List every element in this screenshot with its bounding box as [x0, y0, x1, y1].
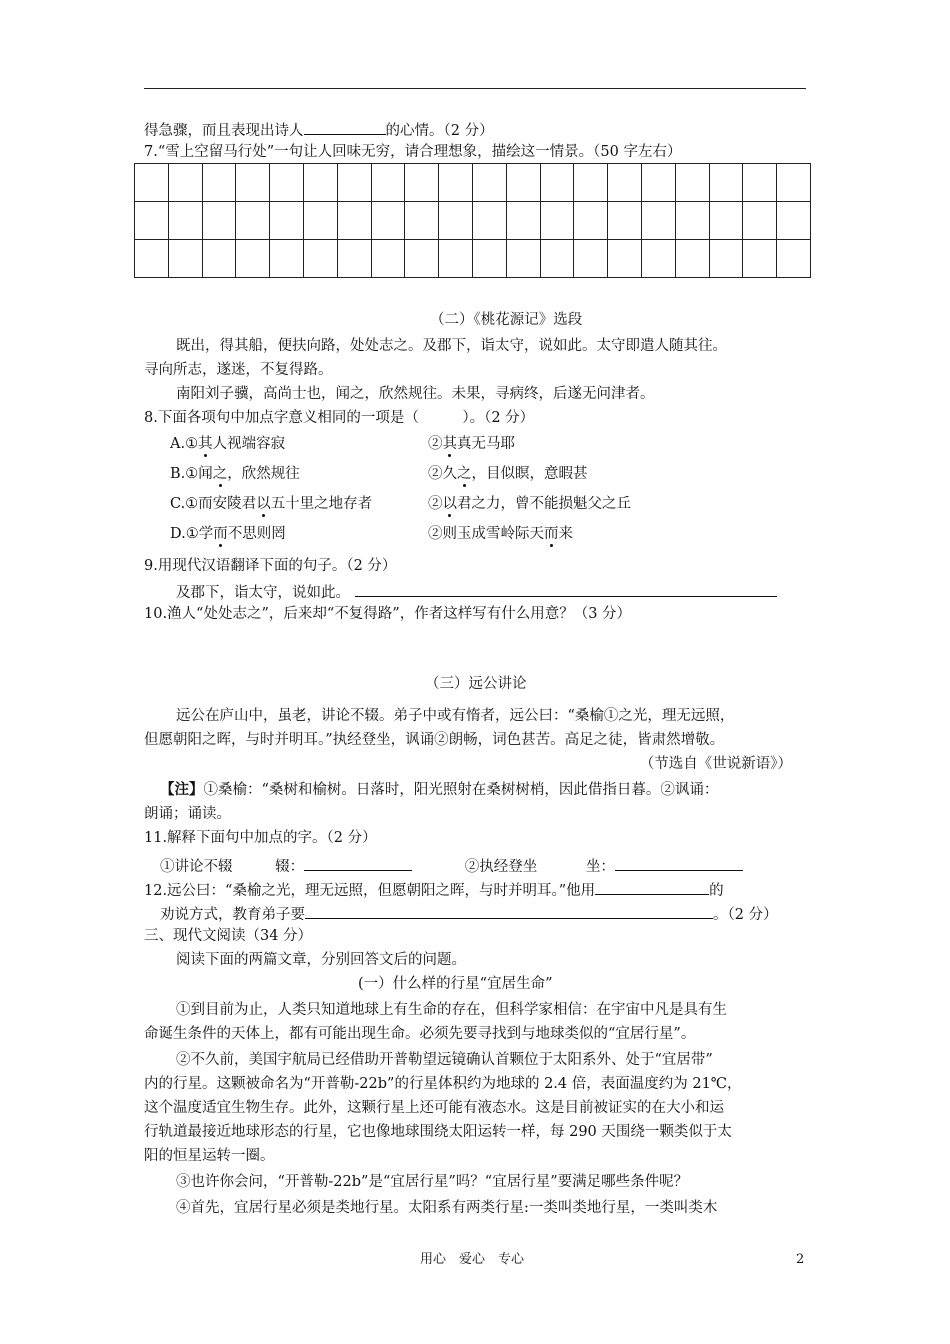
page-number: 2: [796, 1252, 805, 1267]
grid-cell[interactable]: [202, 202, 236, 240]
footer-text: 用心 爱心 专心: [420, 1252, 525, 1267]
grid-cell[interactable]: [472, 240, 506, 278]
grid-cell[interactable]: [472, 164, 506, 202]
grid-cell[interactable]: [540, 240, 574, 278]
grid-cell[interactable]: [472, 202, 506, 240]
grid-row: [135, 240, 811, 278]
annotation-line: [160, 780, 718, 800]
writing-grid[interactable]: [134, 163, 811, 278]
grid-cell[interactable]: [506, 240, 540, 278]
section-title: （二）《桃花源记》选段: [430, 312, 583, 328]
grid-cell[interactable]: [337, 240, 371, 278]
grid-cell[interactable]: [709, 202, 743, 240]
grid-cell[interactable]: [371, 240, 405, 278]
grid-row: [135, 202, 811, 240]
grid-cell[interactable]: [709, 164, 743, 202]
grid-cell[interactable]: [574, 202, 608, 240]
paragraph-line: 这个温度适宜生物生存。此外，这颗行星上还可能有液态水。这是目前被证实的在大小和运: [144, 1100, 724, 1116]
q11-label: 辍：: [275, 859, 305, 875]
option-text: ②: [428, 436, 443, 452]
answer-blank[interactable]: [615, 854, 743, 871]
grid-cell[interactable]: [608, 240, 642, 278]
grid-cell[interactable]: [270, 240, 304, 278]
grid-cell[interactable]: [540, 202, 574, 240]
grid-cell[interactable]: [168, 240, 202, 278]
grid-cell[interactable]: [303, 240, 337, 278]
option-b: [428, 524, 573, 544]
q9-sentence-line: [176, 580, 777, 603]
option-text: ，欣然规往: [227, 466, 300, 482]
option-text: C.①而安陵君: [170, 496, 257, 512]
annotation-text: ①桑榆：“桑树和榆树。日落时，阳光照射在桑树树梢，因此借指日暮。②讽诵：: [203, 782, 719, 798]
answer-blank[interactable]: [355, 580, 777, 597]
grid-cell[interactable]: [641, 240, 675, 278]
grid-cell[interactable]: [439, 240, 473, 278]
dotted-character: 以: [256, 496, 271, 512]
grid-cell[interactable]: [743, 164, 777, 202]
option-text: 君之力，曾不能损魁父之丘: [457, 496, 631, 512]
dotted-character: 其: [442, 436, 457, 452]
option-a: [170, 494, 372, 514]
grid-cell[interactable]: [641, 202, 675, 240]
option-text: ②: [428, 496, 443, 512]
grid-cell[interactable]: [777, 164, 811, 202]
dotted-character: 以: [442, 496, 457, 512]
q11-label: 坐：: [585, 859, 615, 875]
grid-cell[interactable]: [337, 202, 371, 240]
grid-cell[interactable]: [270, 164, 304, 202]
option-text: D.①学: [170, 526, 214, 542]
header-rule: [144, 88, 806, 89]
grid-cell[interactable]: [574, 164, 608, 202]
paragraph-line: 阅读下面的两篇文章，分别回答文后的问题。: [176, 952, 466, 968]
paragraph-line: ④首先，宜居行星必须是类地行星。太阳系有两类行星:一类叫类地行星，一类叫类木: [176, 1200, 718, 1216]
grid-row: [135, 164, 811, 202]
grid-cell[interactable]: [675, 164, 709, 202]
q11-item: ②执经登坐: [464, 859, 538, 875]
grid-cell[interactable]: [405, 240, 439, 278]
question-9: 9.用现代汉语翻译下面的句子。（2 分）: [144, 558, 397, 574]
question-10: 10.渔人“处处志之”，后来却“不复得路”，作者这样写有什么用意？（3 分）: [144, 606, 632, 622]
answer-blank[interactable]: [595, 878, 709, 895]
q11-item: ①讲论不辍: [160, 859, 233, 875]
grid-cell[interactable]: [270, 202, 304, 240]
grid-cell[interactable]: [540, 164, 574, 202]
grid-cell[interactable]: [371, 202, 405, 240]
grid-cell[interactable]: [405, 164, 439, 202]
part-heading: 三、现代文阅读（34 分）: [144, 928, 313, 944]
grid-cell[interactable]: [777, 240, 811, 278]
paragraph-line: 既出，得其船，便扶向路，处处志之。及郡下，诣太守，说如此。太守即遣人随其往。: [176, 338, 727, 354]
option-text: 人视端容寂: [212, 436, 286, 452]
paragraph-line: 行轨道最接近地球形态的行星，它也像地球围绕太阳运转一样，每 290 天围绕一颗类似于太: [144, 1124, 732, 1140]
paragraph-line: 但愿朝阳之晖，与时并明耳。”执经登坐，讽诵②朗畅，词色甚苦。高足之徒，皆肃然增敬。: [144, 732, 725, 748]
grid-cell[interactable]: [202, 164, 236, 202]
grid-cell[interactable]: [337, 164, 371, 202]
option-a: [170, 434, 285, 454]
grid-cell[interactable]: [608, 202, 642, 240]
option-a: [170, 464, 300, 484]
dotted-character: 而: [544, 526, 559, 542]
source-note: （节选自《世说新语》）: [639, 756, 792, 772]
grid-cell[interactable]: [675, 202, 709, 240]
paragraph-line: 阳的恒星运转一圈。: [144, 1148, 275, 1164]
question-8: 8.下面各项句中加点字意义相同的一项是（ ）。（2 分）: [144, 410, 535, 426]
article-title: (一）什么样的行星“宜居生命”: [358, 976, 553, 992]
option-b: [428, 494, 631, 514]
grid-cell[interactable]: [506, 202, 540, 240]
grid-cell[interactable]: [675, 240, 709, 278]
dotted-character: 其: [198, 436, 213, 452]
grid-cell[interactable]: [439, 202, 473, 240]
q11-items: [160, 854, 743, 877]
option-text: B.①闻: [170, 466, 213, 482]
grid-cell[interactable]: [439, 164, 473, 202]
option-text: ，目似瞑，意暇甚: [471, 466, 588, 482]
text-segment: 。（2 分）: [713, 907, 778, 923]
question-7: 7.“雪上空留马行处”一句让人回味无穷，请合理想象，描绘这一情景。（50 字左右）: [144, 144, 682, 160]
text-segment: 的: [709, 883, 724, 899]
grid-cell[interactable]: [641, 164, 675, 202]
grid-cell[interactable]: [135, 164, 169, 202]
option-a: [170, 524, 286, 544]
answer-blank[interactable]: [304, 118, 386, 135]
question-12: [144, 878, 724, 901]
grid-cell[interactable]: [303, 164, 337, 202]
paragraph-line: ①到目前为止，人类只知道地球上有生命的存在，但科学家相信：在宇宙中凡是具有生: [176, 1002, 727, 1018]
grid-cell[interactable]: [168, 202, 202, 240]
grid-cell[interactable]: [236, 240, 270, 278]
grid-cell[interactable]: [743, 202, 777, 240]
grid-cell[interactable]: [405, 202, 439, 240]
option-text: 不思则罔: [227, 526, 286, 542]
paragraph-line: 远公在庐山中，虽老，讲论不辍。弟子中或有惰者，远公曰：“桑榆①之光，理无远照，: [176, 708, 735, 724]
dotted-character: 之: [212, 466, 228, 482]
grid-cell[interactable]: [202, 240, 236, 278]
option-b: [428, 464, 588, 484]
grid-cell[interactable]: [709, 240, 743, 278]
grid-cell[interactable]: [777, 202, 811, 240]
paragraph-line: 命诞生条件的天体上，都有可能出现生命。必须先要寻找到与地球类似的“宜居行星”。: [144, 1026, 696, 1042]
option-text: A.①: [170, 436, 199, 452]
option-text: ②则玉成雪岭际天: [428, 526, 544, 542]
option-text: 真无马耶: [457, 436, 515, 452]
paragraph-line: 内的行星。这颗被命名为“开普勒-22b”的行星体积约为地球的 2.4 倍，表面温度约为 21℃，: [144, 1076, 742, 1092]
grid-cell[interactable]: [236, 202, 270, 240]
text-line: [144, 118, 494, 141]
option-text: 五十里之地存者: [270, 496, 373, 512]
text-segment: 劝说方式，教育弟子要: [160, 907, 305, 923]
answer-blank[interactable]: [304, 854, 412, 871]
section-title: （三）远公讲论: [425, 676, 527, 692]
option-text: ②久: [428, 466, 457, 482]
option-b: [428, 434, 515, 454]
paragraph-line: ②不久前，美国宇航局已经借助开普勒望远镜确认首颗位于太阳系外、处于“宜居带”: [176, 1052, 713, 1068]
question-12-cont: [160, 902, 778, 925]
paragraph-line: 南阳刘子骥，高尚士也，闻之，欣然规往。未果，寻病终，后遂无问津者。: [176, 386, 655, 402]
grid-cell[interactable]: [506, 164, 540, 202]
annotation-line: 朗诵；诵读。: [144, 806, 231, 822]
text-segment: 得急骤，而且表现出诗人: [144, 123, 304, 139]
grid-cell[interactable]: [574, 240, 608, 278]
paragraph-line: 寻向所志，遂迷，不复得路。: [144, 362, 333, 378]
paragraph-line: ③也许你会问，“开普勒-22b”是“宜居行星”吗？“宜居行星”要满足哪些条件呢？: [176, 1174, 689, 1190]
question-11: 11.解释下面句中加点的字。（2 分）: [144, 830, 377, 846]
grid-cell[interactable]: [135, 240, 169, 278]
answer-blank[interactable]: [305, 902, 713, 919]
grid-cell[interactable]: [608, 164, 642, 202]
grid-cell[interactable]: [236, 164, 270, 202]
text-segment: 的心情。（2 分）: [385, 123, 494, 139]
dotted-character: 之: [457, 466, 472, 482]
grid-cell[interactable]: [135, 202, 169, 240]
grid-cell[interactable]: [743, 240, 777, 278]
option-text: 来: [558, 526, 573, 542]
grid-cell[interactable]: [168, 164, 202, 202]
grid-cell[interactable]: [371, 164, 405, 202]
text-segment: 12.远公曰：“桑榆之光，理无远照，但愿朝阳之晖，与时并明耳。”他用: [144, 883, 596, 899]
annotation-head: 【注】: [160, 781, 204, 798]
dotted-character: 而: [213, 526, 228, 542]
grid-cell[interactable]: [303, 202, 337, 240]
q9-sentence: 及郡下，诣太守，说如此。: [176, 585, 350, 601]
